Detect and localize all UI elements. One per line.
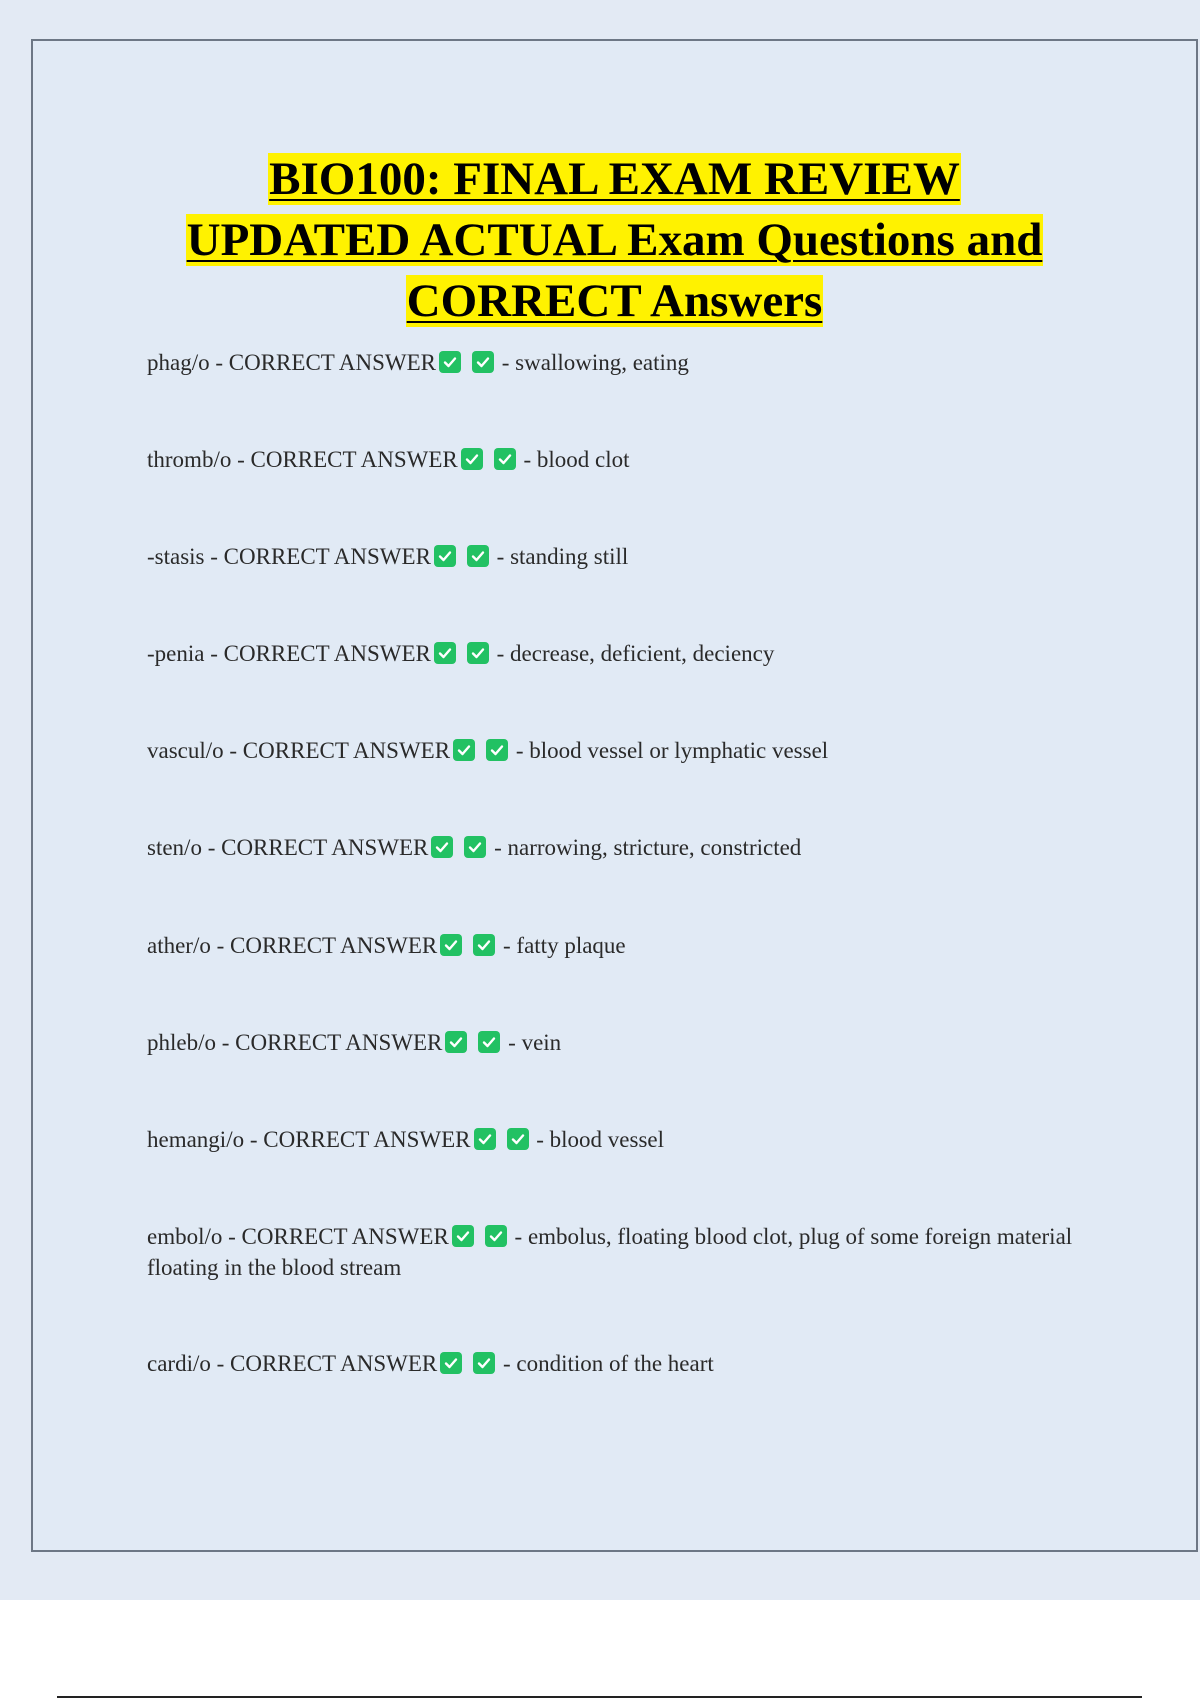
- check-mark-icon: [472, 351, 494, 373]
- check-mark-icon: [452, 1225, 474, 1247]
- qa-item: [147, 832, 1107, 863]
- qa-answer: - embolus, floating blood clot, plug of some foreign material floating in the blood stream: [147, 1224, 1073, 1280]
- qa-term: phleb/o - CORRECT ANSWER: [147, 1030, 443, 1055]
- qa-answer: - standing still: [496, 544, 629, 569]
- check-mark-icon: [485, 1225, 507, 1247]
- title-line-2: UPDATED ACTUAL Exam Questions and: [186, 214, 1043, 266]
- check-mark-icon: [461, 448, 483, 470]
- check-mark-icon: [486, 739, 508, 761]
- qa-item: [147, 347, 1107, 378]
- check-mark-icon: [431, 836, 453, 858]
- qa-item: [147, 1027, 1107, 1058]
- qa-answer: - blood vessel or lymphatic vessel: [515, 738, 829, 763]
- qa-answer: - fatty plaque: [503, 933, 626, 958]
- check-mark-icon: [474, 1128, 496, 1150]
- qa-term: -stasis - CORRECT ANSWER: [147, 544, 431, 569]
- document-page: [31, 39, 1198, 1552]
- title-line-3: CORRECT Answers: [406, 275, 823, 327]
- title-line-1: BIO100: FINAL EXAM REVIEW: [269, 153, 960, 205]
- qa-term: thromb/o - CORRECT ANSWER: [147, 447, 458, 472]
- footer-divider: [57, 1696, 1142, 1698]
- qa-answer: - blood vessel: [536, 1127, 665, 1152]
- qa-item: [147, 638, 1107, 669]
- qa-item: [147, 444, 1107, 475]
- qa-term: phag/o - CORRECT ANSWER: [147, 350, 437, 375]
- qa-item: [147, 1348, 1107, 1379]
- qa-item: [147, 541, 1107, 572]
- check-mark-icon: [440, 1352, 462, 1374]
- check-mark-icon: [453, 739, 475, 761]
- check-mark-icon: [494, 448, 516, 470]
- qa-answer: - swallowing, eating: [501, 350, 689, 375]
- qa-term: embol/o - CORRECT ANSWER: [147, 1224, 449, 1249]
- qa-item: [147, 930, 1107, 961]
- document-title: [33, 149, 1196, 332]
- qa-answer: - blood clot: [523, 447, 630, 472]
- qa-term: hemangi/o - CORRECT ANSWER: [147, 1127, 471, 1152]
- check-mark-icon: [445, 1031, 467, 1053]
- check-mark-icon: [467, 545, 489, 567]
- check-mark-icon: [440, 934, 462, 956]
- qa-item: [147, 1221, 1107, 1283]
- check-mark-icon: [478, 1031, 500, 1053]
- check-mark-icon: [434, 545, 456, 567]
- check-mark-icon: [467, 642, 489, 664]
- qa-term: ather/o - CORRECT ANSWER: [147, 933, 438, 958]
- check-mark-icon: [439, 351, 461, 373]
- qa-answer: - narrowing, stricture, constricted: [494, 835, 802, 860]
- qa-term: -penia - CORRECT ANSWER: [147, 641, 431, 666]
- qa-item: [147, 1124, 1107, 1155]
- check-mark-icon: [507, 1128, 529, 1150]
- qa-term: vascul/o - CORRECT ANSWER: [147, 738, 451, 763]
- check-mark-icon: [434, 642, 456, 664]
- check-mark-icon: [473, 934, 495, 956]
- qa-answer: - condition of the heart: [503, 1351, 714, 1376]
- check-mark-icon: [473, 1352, 495, 1374]
- qa-answer: - decrease, deficient, deciency: [496, 641, 775, 666]
- qa-term: cardi/o - CORRECT ANSWER: [147, 1351, 438, 1376]
- qa-answer: - vein: [508, 1030, 562, 1055]
- check-mark-icon: [464, 836, 486, 858]
- qa-term: sten/o - CORRECT ANSWER: [147, 835, 429, 860]
- qa-item: [147, 735, 1107, 766]
